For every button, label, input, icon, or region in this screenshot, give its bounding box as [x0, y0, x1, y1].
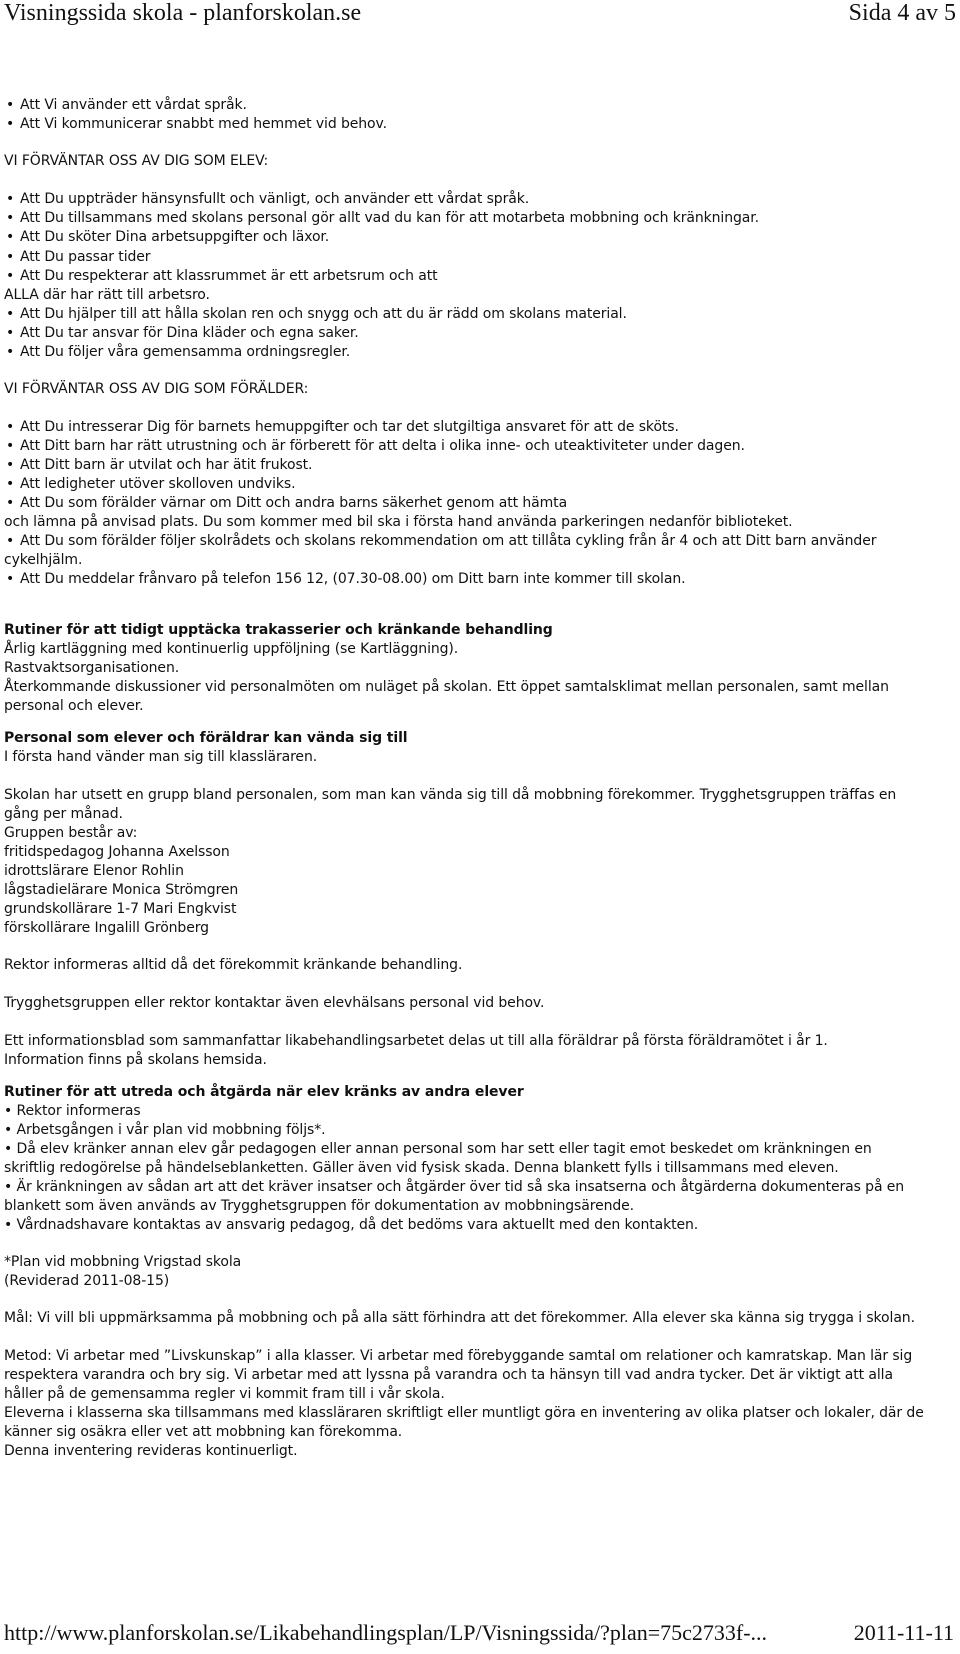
document-title: Visningssida skola - planforskolan.se [4, 0, 362, 26]
list-item: • Att Du hjälper till att hålla skolan ren och snygg och att du är rädd om skolans material. [6, 305, 627, 323]
group-member: fritidspedagog Johanna Axelsson [4, 844, 230, 860]
page-footer [0, 1620, 960, 1652]
paragraph-line: • Då elev kränker annan elev går pedagogen eller annan personal som har sett eller tagit emot beskedet om kränkningen en [4, 1141, 872, 1157]
paragraph-line: • Rektor informeras [4, 1103, 141, 1119]
paragraph-line: • Vårdnadshavare kontaktas av ansvarig pedagog, då det bedöms vara aktuellt med den kontakten. [4, 1217, 699, 1233]
list-item-continuation: cykelhjälm. [4, 552, 83, 568]
section-title-rutiner: Rutiner för att tidigt upptäcka trakasserier och kränkande behandling [4, 622, 553, 638]
footer-url: http://www.planforskolan.se/Likabehandlingsplan/LP/Visningssida/?plan=75c2733f-... [4, 1620, 768, 1645]
paragraph-line: Mål: Vi vill bli uppmärksamma på mobbning och på alla sätt förhindra att det förekommer. Alla elever ska känna sig trygga i skolan. [4, 1310, 915, 1326]
paragraph-line: Eleverna i klasserna ska tillsammans med klassläraren skriftligt eller muntligt göra en inventering av olika platser och lokaler, där de [4, 1405, 924, 1421]
list-item: • Att Du sköter Dina arbetsuppgifter och läxor. [6, 228, 329, 246]
list-item: • Att Du som förälder följer skolrådets och skolans rekommendation om att tillåta cykling från år 4 och att Ditt barn använder [6, 532, 876, 550]
list-item: • Att Vi kommunicerar snabbt med hemmet vid behov. [6, 115, 387, 133]
list-item: • Att Du intresserar Dig för barnets hemuppgifter och tar det slutgiltiga ansvaret för att de sköts. [6, 418, 679, 436]
list-item: • Att Du tar ansvar för Dina kläder och egna saker. [6, 324, 359, 342]
paragraph-line: I första hand vänder man sig till klassläraren. [4, 749, 318, 765]
list-item: • Att Du som förälder värnar om Ditt och andra barns säkerhet genom att hämta [6, 494, 567, 512]
paragraph-line: *Plan vid mobbning Vrigstad skola [4, 1254, 242, 1270]
list-item: • Att Du respekterar att klassrummet är ett arbetsrum och att [6, 267, 438, 285]
paragraph-line: Denna inventering revideras kontinuerligt. [4, 1443, 298, 1459]
paragraph-line: Gruppen består av: [4, 825, 138, 841]
paragraph-line: • Är kränkningen av sådan art att det kräver insatser och åtgärder över tid så ska insatserna och åtgärderna dokumenteras på en [4, 1179, 905, 1195]
paragraph-line: blankett som även används av Trygghetsgruppen för dokumentation av mobbningsärende. [4, 1198, 634, 1214]
section-title-utreda: Rutiner för att utreda och åtgärda när elev kränks av andra elever [4, 1084, 524, 1100]
list-item: • Att Du uppträder hänsynsfullt och vänligt, och använder ett vårdat språk. [6, 190, 529, 208]
section-heading-foralder: VI FÖRVÄNTAR OSS AV DIG SOM FÖRÄLDER: [4, 381, 309, 397]
paragraph-line: känner sig osäkra eller vet att mobbning kan förekomma. [4, 1424, 403, 1440]
list-item: • Att Du passar tider [6, 248, 150, 266]
list-item: • Att Ditt barn är utvilat och har ätit frukost. [6, 456, 312, 474]
section-title-personal: Personal som elever och föräldrar kan vända sig till [4, 730, 408, 746]
list-item: • Att Du följer våra gemensamma ordningsregler. [6, 343, 350, 361]
group-member: lågstadielärare Monica Strömgren [4, 882, 239, 898]
paragraph-line: Årlig kartläggning med kontinuerlig uppföljning (se Kartläggning). [4, 641, 459, 657]
footer-date: 2011-11-11 [853, 1620, 954, 1645]
paragraph-line: Skolan har utsett en grupp bland personalen, som man kan vända sig till då mobbning förekommer. Trygghetsgruppen träffas en [4, 787, 897, 803]
page-header [0, 0, 960, 34]
section-heading-elev: VI FÖRVÄNTAR OSS AV DIG SOM ELEV: [4, 153, 269, 169]
paragraph-line: Trygghetsgruppen eller rektor kontaktar även elevhälsans personal vid behov. [4, 995, 545, 1011]
group-member: idrottslärare Elenor Rohlin [4, 863, 184, 879]
list-item-continuation: och lämna på anvisad plats. Du som kommer med bil ska i första hand använda parkeringen nedanför biblioteket. [4, 514, 793, 530]
paragraph-line: Metod: Vi arbetar med ”Livskunskap” i alla klasser. Vi arbetar med förebyggande samtal om relationer och kamratskap. Man lär sig [4, 1348, 913, 1364]
paragraph-line: (Reviderad 2011-08-15) [4, 1273, 170, 1289]
paragraph-line: Rastvaktsorganisationen. [4, 660, 180, 676]
list-item: • Att Du tillsammans med skolans personal gör allt vad du kan för att motarbeta mobbning och kränkningar. [6, 209, 759, 227]
list-item-continuation: ALLA där har rätt till arbetsro. [4, 287, 210, 303]
paragraph-line: skriftlig redogörelse på händelseblanketten. Gäller även vid fysisk skada. Denna blankett fylls i tillsammans med eleven. [4, 1160, 839, 1176]
paragraph-line: respektera varandra och bry sig. Vi arbetar med att lyssna på varandra och ta hänsyn till vad andra tycker. Det är viktigt att alla [4, 1367, 893, 1383]
paragraph-line: • Arbetsgången i vår plan vid mobbning följs*. [4, 1122, 326, 1138]
list-item: • Att Du meddelar frånvaro på telefon 156 12, (07.30-08.00) om Ditt barn inte kommer till skolan. [6, 570, 685, 588]
paragraph-line: gång per månad. [4, 806, 123, 822]
paragraph-line: Ett informationsblad som sammanfattar likabehandlingsarbetet delas ut till alla föräldrar på första föräldramötet i år 1. [4, 1033, 828, 1049]
list-item: • Att Ditt barn har rätt utrustning och är förberett för att delta i olika inne- och uteaktiviteter under dagen. [6, 437, 745, 455]
group-member: förskollärare Ingalill Grönberg [4, 920, 209, 936]
paragraph-line: Återkommande diskussioner vid personalmöten om nuläget på skolan. Ett öppet samtalsklimat mellan personalen, samt mellan [4, 679, 889, 695]
paragraph-line: Rektor informeras alltid då det förekommit kränkande behandling. [4, 957, 463, 973]
paragraph-line: Information finns på skolans hemsida. [4, 1052, 267, 1068]
paragraph-line: personal och elever. [4, 698, 144, 714]
list-item: • Att ledigheter utöver skolloven undviks. [6, 475, 295, 493]
paragraph-line: håller på de gemensamma regler vi kommit fram till i vår skola. [4, 1386, 445, 1402]
group-member: grundskollärare 1-7 Mari Engkvist [4, 901, 237, 917]
list-item: • Att Vi använder ett vårdat språk. [6, 96, 247, 114]
page-number: Sida 4 av 5 [848, 0, 956, 26]
